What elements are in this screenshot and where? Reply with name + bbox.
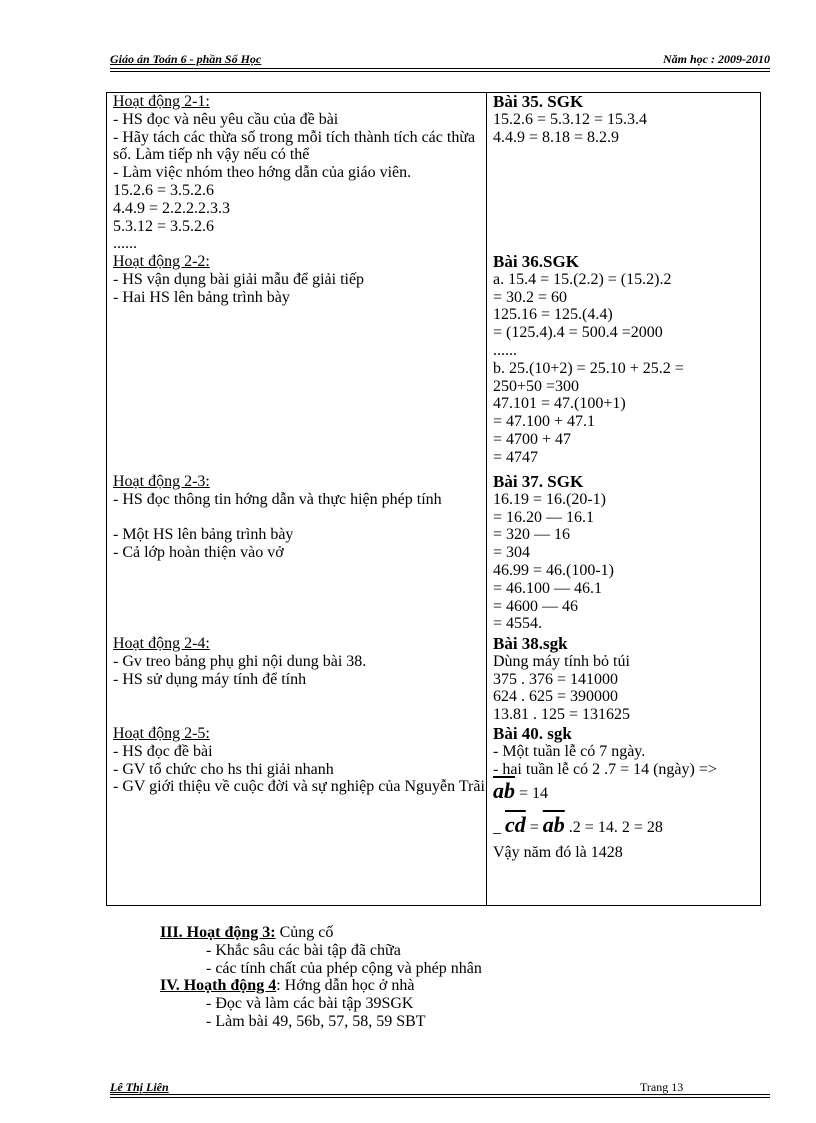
header-rule xyxy=(110,71,770,72)
section-label: IV. Hoạth động 4 xyxy=(160,977,277,995)
text-line: - Một HS lên bảng trình bày xyxy=(113,526,294,544)
text-line: = 4747 xyxy=(493,448,539,466)
text-line: - HS đọc thông tin hớng dẫn và thực hiện phép tính xyxy=(113,490,442,508)
text-line: 13.81 . 125 = 131625 xyxy=(493,706,631,724)
formula-ab xyxy=(493,778,760,816)
left-column xyxy=(107,93,487,906)
text-line: 4.4.9 = 2.2.2.2.3.3 xyxy=(113,199,231,217)
text-line: = 47.100 + 47.1 xyxy=(493,413,596,431)
bai-title: Bài 38.sgk xyxy=(493,634,568,653)
text-line: - Hãy tách các thừa số trong mỗi tích thành tích các thừa số. Làm tiếp nh vậy nếu có thể xyxy=(113,128,476,164)
text-line: = 46.100 — 46.1 xyxy=(493,579,603,597)
text-line: - GV giới thiệu về cuộc đời và sự nghiệp của Nguyễn Trãi xyxy=(113,778,485,796)
text-line: - hai tuần lễ có 2 .7 = 14 (ngày) => xyxy=(493,760,717,778)
section-text: Củng cố xyxy=(275,924,334,941)
formula-cd xyxy=(493,812,760,844)
text-line: - HS đọc và nêu yêu cầu của đề bài xyxy=(113,110,339,128)
hoat-dong-4 xyxy=(160,977,482,995)
bai-title: Bài 40. sgk xyxy=(493,724,572,743)
bai-35 xyxy=(493,93,760,253)
bai-title: Bài 37. SGK xyxy=(493,472,584,491)
text-line: ...... xyxy=(113,235,137,253)
text-line: 15.2.6 = 3.5.2.6 xyxy=(113,181,215,199)
bai-title: Bài 35. SGK xyxy=(493,92,584,111)
text-line: = 4554. xyxy=(493,615,543,633)
bai-37 xyxy=(493,473,760,635)
header-right: Năm học : 2009-2010 xyxy=(663,52,770,66)
text-line: = 4700 + 47 xyxy=(493,430,572,448)
right-column xyxy=(487,93,761,906)
text-line: - Gv treo bảng phụ ghi nội dung bài 38. xyxy=(113,652,367,670)
overline-cd: $\overline{cd}$ xyxy=(505,812,526,838)
footer-rule xyxy=(110,1097,770,1098)
text-line: - GV tổ chức cho hs thi giải nhanh xyxy=(113,760,334,778)
text-line: = 30.2 = 60 xyxy=(493,288,568,306)
text-line: 125.16 = 125.(4.4) xyxy=(493,306,613,324)
bottom-section xyxy=(160,924,482,1031)
header-left: Giáo án Toán 6 - phần Số Học xyxy=(110,52,262,66)
text-line: 5.3.12 = 3.5.2.6 xyxy=(113,217,215,235)
text-line: - HS đọc đề bài xyxy=(113,742,213,760)
hoat-dong-title: Hoạt động 2-4: xyxy=(113,635,210,652)
hoat-dong-2-3 xyxy=(113,473,486,635)
section-text: : Hớng dẫn học ở nhà xyxy=(276,977,415,995)
formula-eq1: = 14 xyxy=(519,785,549,803)
hoat-dong-title: Hoạt động 2-2: xyxy=(113,253,210,270)
text-line: = 4600 — 46 xyxy=(493,597,579,615)
text-line: = 304 xyxy=(493,544,531,562)
overline-ab: $\overline{ab}$ xyxy=(493,778,515,804)
list-item: - Làm bài 49, 56b, 57, 58, 59 SBT xyxy=(206,1012,426,1030)
bai-38 xyxy=(493,635,760,725)
text-line: = 16.20 — 16.1 xyxy=(493,508,595,526)
bai-40 xyxy=(493,725,760,862)
footer-author: Lê Thị Liên xyxy=(110,1080,169,1094)
overline-ab-2: $\overline{ab}$ xyxy=(542,812,565,838)
text-line: 4.4.9 = 8.18 = 8.2.9 xyxy=(493,128,620,146)
page-footer xyxy=(110,1080,770,1095)
text-line: ...... xyxy=(493,341,517,359)
formula-eq2: .2 = 14. 2 = 28 xyxy=(568,819,663,837)
hoat-dong-2-4 xyxy=(113,635,486,725)
text-line: 46.99 = 46.(100-1) xyxy=(493,561,615,579)
text-line: Vậy năm đó là 1428 xyxy=(493,844,623,862)
text-line: 16.19 = 16.(20-1) xyxy=(493,490,607,508)
text-line: 375 . 376 = 141000 xyxy=(493,670,619,688)
hoat-dong-title: Hoạt động 2-5: xyxy=(113,725,210,742)
list-item: - các tính chất của phép cộng và phép nhân xyxy=(206,959,482,977)
text-line: - HS sử dụng máy tính để tính xyxy=(113,670,307,688)
hoat-dong-2-5 xyxy=(113,725,486,796)
bai-36 xyxy=(493,253,760,473)
text-line: 15.2.6 = 5.3.12 = 15.3.4 xyxy=(493,110,648,128)
page-header xyxy=(110,52,770,69)
text-line: Dùng máy tính bỏ túi xyxy=(493,652,630,670)
hoat-dong-3 xyxy=(160,924,482,942)
text-line: = 320 — 16 xyxy=(493,526,571,544)
formula-dash: _ xyxy=(493,819,501,837)
text-line: 624 . 625 = 390000 xyxy=(493,688,619,706)
section-label: III. Hoạt động 3: xyxy=(160,924,276,941)
text-line: - HS vận dụng bài giải mẫu để giải tiếp xyxy=(113,270,365,288)
hoat-dong-title: Hoạt động 2-3: xyxy=(113,473,210,490)
lesson-table xyxy=(106,92,761,906)
formula-eq: = xyxy=(529,819,539,837)
text-line xyxy=(113,509,486,527)
text-line: a. 15.4 = 15.(2.2) = (15.2).2 xyxy=(493,270,672,288)
hoat-dong-title: Hoạt động 2-1: xyxy=(113,93,210,110)
bai-title: Bài 36.SGK xyxy=(493,252,579,271)
hoat-dong-2-1 xyxy=(113,93,486,253)
text-line: - Làm việc nhóm theo hớng dẫn của giáo viên. xyxy=(113,164,412,182)
text-line: = (125.4).4 = 500.4 =2000 xyxy=(493,324,663,342)
text-line: 250+50 =300 xyxy=(493,377,580,395)
text-line: b. 25.(10+2) = 25.10 + 25.2 = xyxy=(493,359,684,377)
list-item: - Đọc và làm các bài tập 39SGK xyxy=(206,995,414,1013)
list-item: - Khắc sâu các bài tập đã chữa xyxy=(206,941,401,959)
hoat-dong-2-2 xyxy=(113,253,486,473)
footer-page-number: Trang 13 xyxy=(640,1080,684,1094)
text-line: - Cả lớp hoàn thiện vào vở xyxy=(113,544,284,562)
text-line: 47.101 = 47.(100+1) xyxy=(493,395,626,413)
text-line: - Hai HS lên bảng trình bày xyxy=(113,288,290,306)
text-line: - Một tuần lễ có 7 ngày. xyxy=(493,742,646,760)
